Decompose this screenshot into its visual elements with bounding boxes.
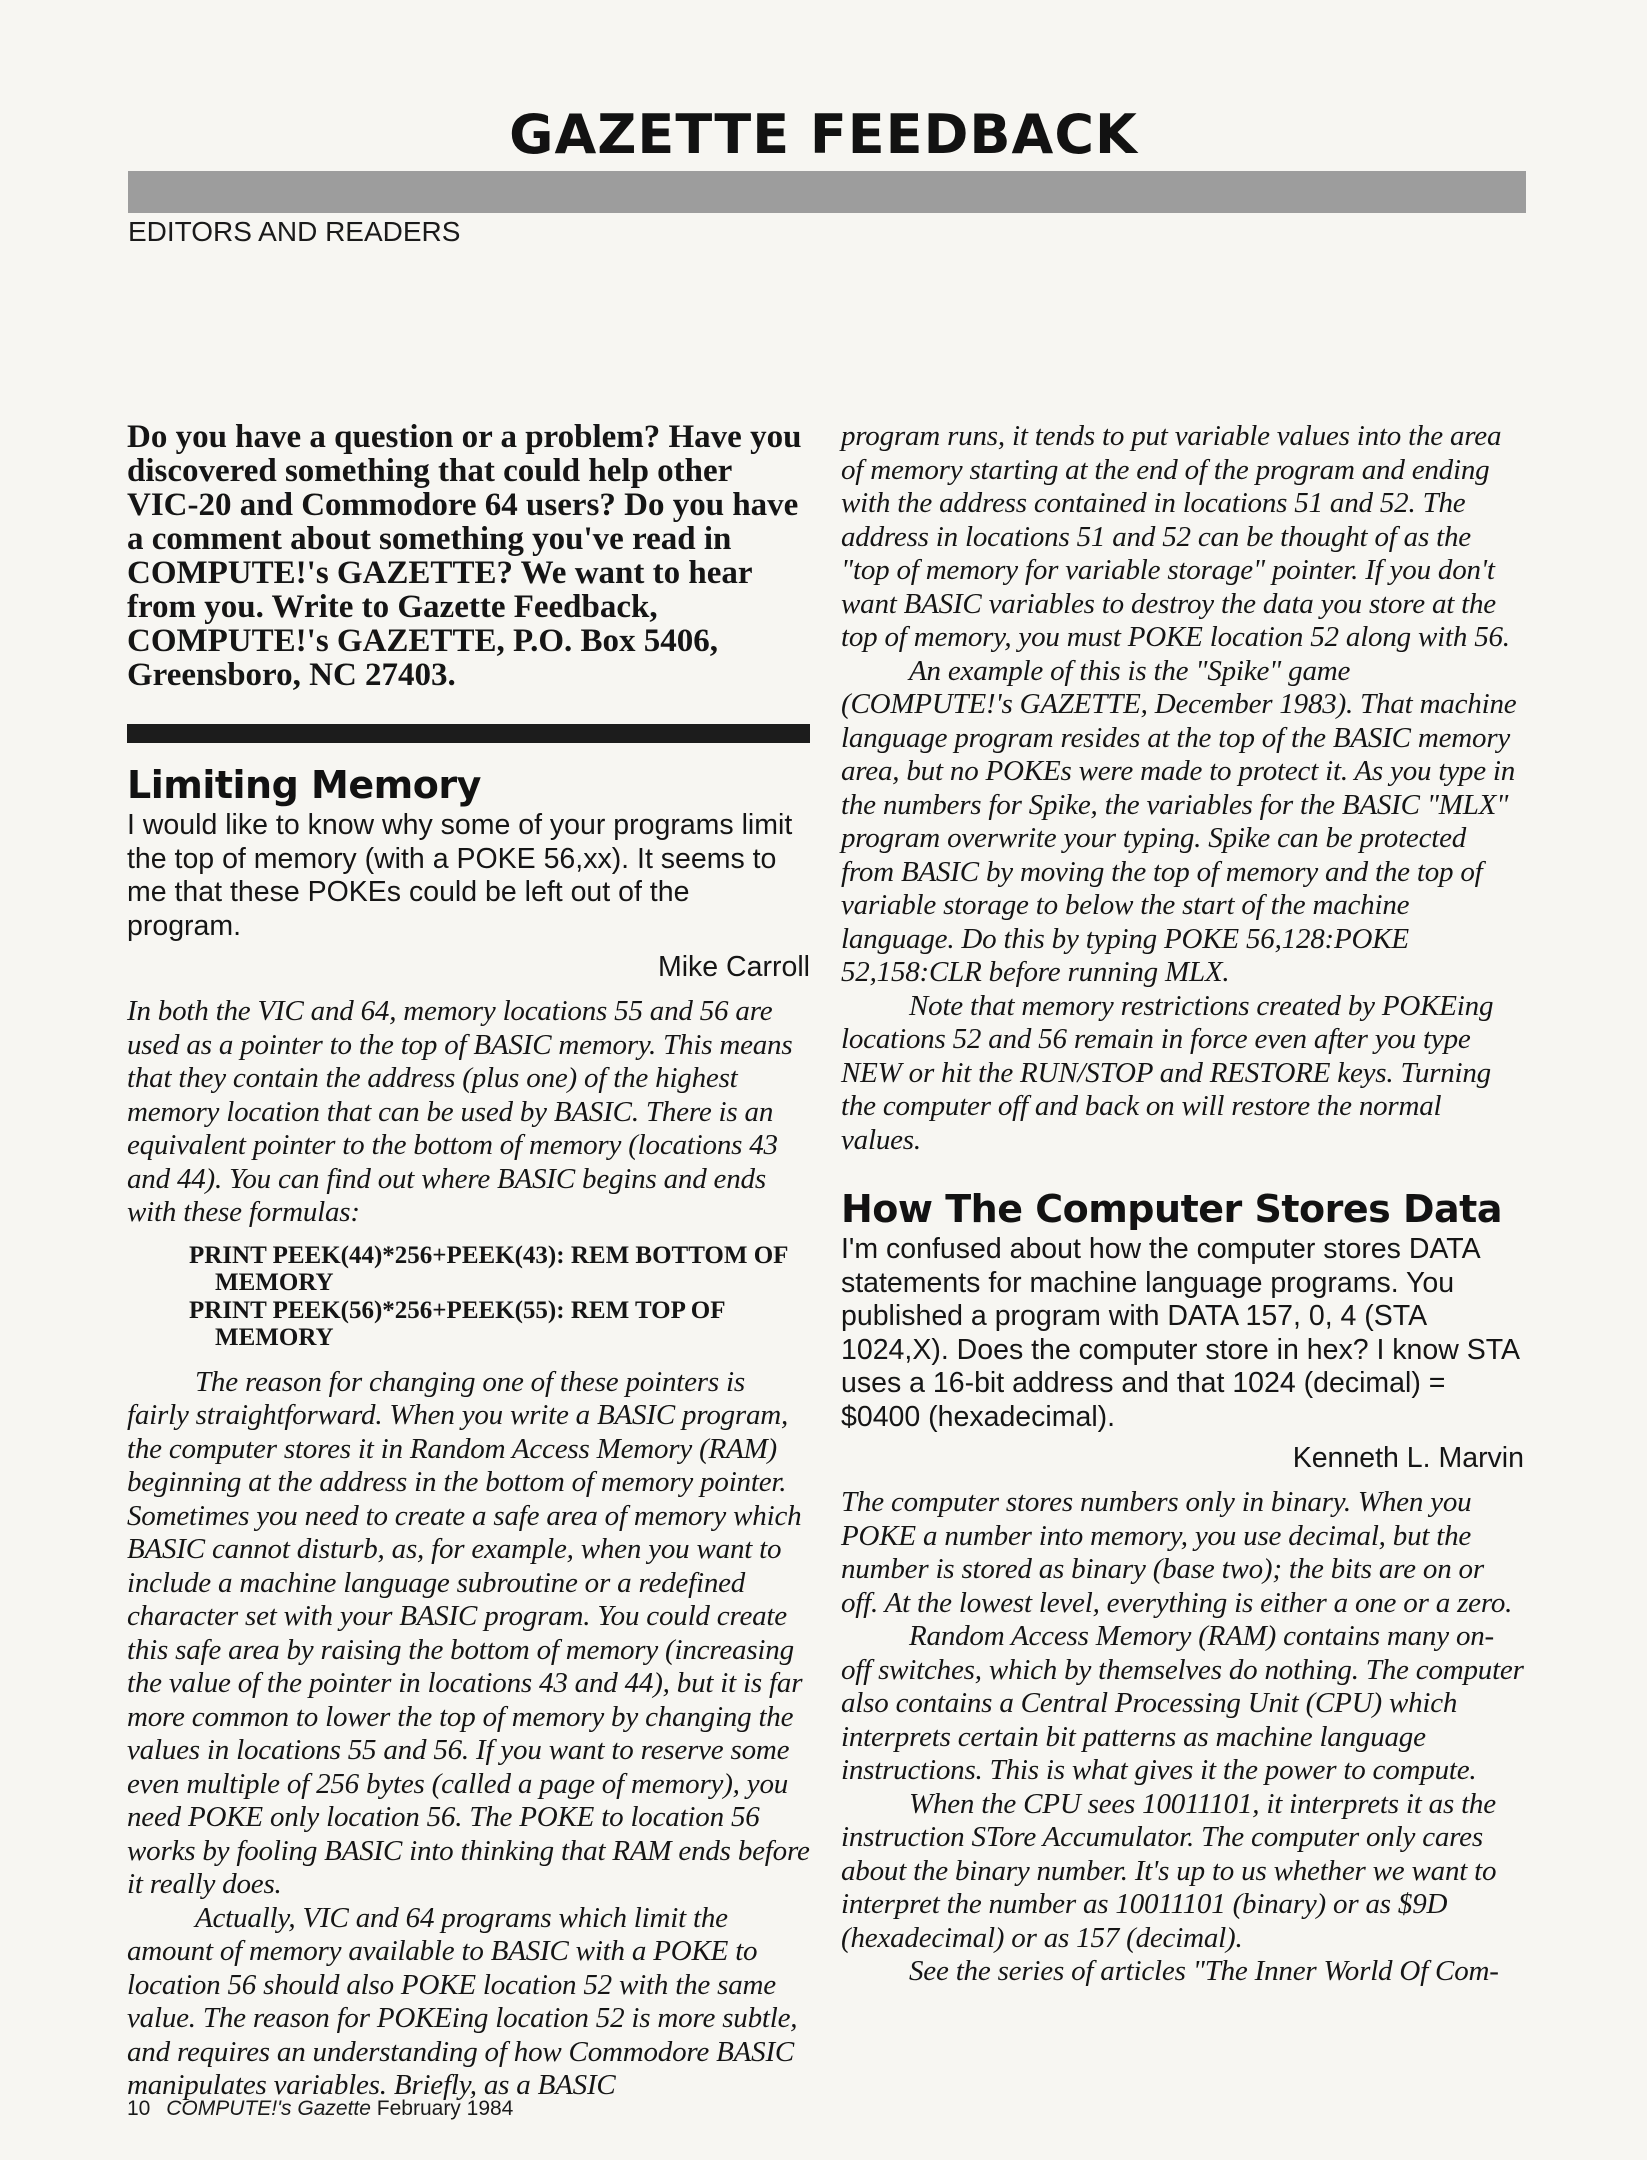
title-underline-bar: [128, 171, 1526, 213]
answer-paragraph: Note that memory restrictions created by POKEing locations 52 and 56 remain in force even after you type NEW or hit the RUN/STOP and RESTORE keys. Turning the computer off and back on will restore the normal values.: [841, 989, 1494, 1156]
answer-paragraph: The reason for changing one of these pointers is fairly straightforward. When you write a BASIC program, the computer stores it in Random Access Memory (RAM) beginning at the address in the bottom of memory pointer. Sometimes you need to create a safe area of memory which BASIC cannot disturb, as, for example, when you want to include a machine language subroutine or a redefined character set with your BASIC program. You could create this safe area by raising the bottom of memory (increasing the value of the pointer in locations 43 and 44), but it is far more common to lower the top of memory by changing the values in locations 55 and 56. If you want to reserve some even multiple of 256 bytes (called a page of memory), you need POKE only location 56. The POKE to location 56 works by fooling BASIC into thinking that RAM ends before it really does.: [127, 1365, 810, 1900]
answer-paragraph: See the series of articles "The Inner World Of Com-: [909, 1955, 1499, 1987]
answer-paragraph: program runs, it tends to put variable values into the area of memory starting at the end of the program and ending with the address contained in locations 51 and 52. The address in locations 51 and 52 can be thought of as the "top of memory for variable storage" pointer. If you don't want BASIC variables to destroy the data you store at the top of memory, you must POKE location 52 along with 56.: [841, 420, 1510, 653]
intro-callout: Do you have a question or a problem? Have you discovered something that could help other VIC-20 and Commodore 64 users? Do you have a comment about something you've read in COMPUTE!'s GAZETTE? We want to hear from you. Write to Gazette Feedback, COMPUTE!'s GAZETTE, P.O. Box 5406, Greensboro, NC 27403.: [127, 419, 802, 693]
letter-signature: Mike Carroll: [657, 951, 810, 983]
answer-paragraph: An example of this is the "Spike" game (COMPUTE!'s GAZETTE, December 1983). That machine language program resides at the top of the BASIC memory area, but no POKEs were made to protect it. As you type in the numbers for Spike, the variables for the BASIC "MLX" program overwrite your typing. Spike can be protected from BASIC by moving the top of memory and the top of variable storage to below the start of the machine language. Do this by typing POKE 56,128:POKE 52,158:CLR before running MLX.: [841, 654, 1517, 988]
left-column: [127, 420, 810, 2103]
section-kicker: EDITORS AND READERS: [128, 216, 461, 247]
section-gap: [841, 1157, 1524, 1185]
right-column: [841, 420, 1524, 1989]
answer-paragraph: When the CPU sees 10011101, it interprets it as the instruction STore Accumulator. The computer only cares about the binary number. It's up to us whether we want to interpret the number as 10011101 (binary) or as $9D (hexadecimal) or as 157 (decimal).: [841, 1787, 1497, 1954]
page-footer: [127, 2097, 513, 2121]
issue-date: February 1984: [376, 2097, 514, 2120]
letter-signature: Kenneth L. Marvin: [1292, 1442, 1524, 1474]
code-block: [127, 1242, 810, 1352]
reader-letter: I would like to know why some of your programs limit the top of memory (with a POKE 56,xx). It seems to me that these POKEs could be left out of the program.: [127, 809, 793, 942]
section-heading-limiting-memory: Limiting Memory: [127, 763, 481, 807]
publication-name: COMPUTE!'s Gazette: [166, 2097, 371, 2120]
page-title: GAZETTE FEEDBACK: [509, 103, 1138, 166]
reader-letter: I'm confused about how the computer stores DATA statements for machine language programs. You published a program with DATA 157, 0, 4 (STA 1024,X). Does the computer store in hex? I know STA uses a 16-bit address and that 1024 (decimal) = $0400 (hexadecimal).: [841, 1233, 1519, 1433]
answer-paragraph: The computer stores numbers only in binary. When you POKE a number into memory, you use decimal, but the number is stored as binary (base two); the bits are on or off. At the lowest level, everything is either a one or a zero.: [841, 1486, 1513, 1619]
page-number: 10: [127, 2097, 151, 2120]
intro-divider: [127, 724, 810, 743]
answer-paragraph: In both the VIC and 64, memory locations 55 and 56 are used as a pointer to the top of BASIC memory. This means that they contain the address (plus one) of the highest memory location that can be used by BASIC. There is an equivalent pointer to the bottom of memory (locations 43 and 44). You can find out where BASIC begins and ends with these formulas:: [127, 995, 793, 1228]
answer-paragraph: Random Access Memory (RAM) contains many on-off switches, which by themselves do nothing. The computer also contains a Central Processing Unit (CPU) which interprets certain bit patterns as machine language instructions. This is what gives it the power to compute.: [841, 1620, 1524, 1786]
answer-paragraph: Actually, VIC and 64 programs which limit the amount of memory available to BASIC with a POKE to location 56 should also POKE location 52 with the same value. The reason for POKEing location 52 is more subtle, and requires an understanding of how Commodore BASIC manipulates variables. Briefly, as a BASIC: [127, 1901, 798, 2101]
code-line: PRINT PEEK(56)*256+PEEK(55): REM TOP OF MEMORY: [189, 1296, 725, 1351]
section-heading-computer-stores-data: How The Computer Stores Data: [841, 1187, 1502, 1231]
code-line: PRINT PEEK(44)*256+PEEK(43): REM BOTTOM OF MEMORY: [189, 1241, 788, 1296]
